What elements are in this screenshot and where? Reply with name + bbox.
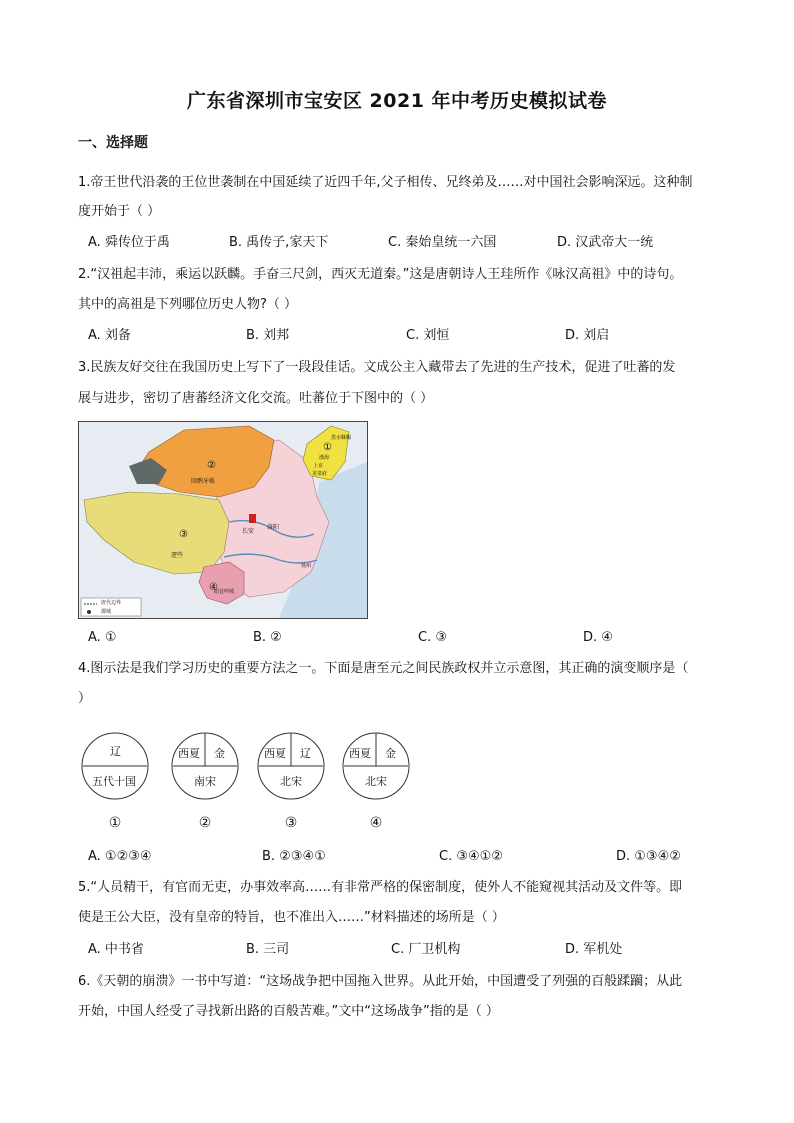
circle-1-five-dynasties: 五代十国 <box>92 775 136 788</box>
q4-option-c: C. ③④①② <box>439 849 503 864</box>
map-label-luoyang: 洛阳 <box>267 524 280 531</box>
q4-option-d: D. ①③④② <box>616 849 681 864</box>
circle-2-jin: 金 <box>214 747 225 760</box>
diagram-circle-2 <box>170 731 240 801</box>
q2-option-c: C. 刘恒 <box>406 328 450 343</box>
circle-4-northern-song: 北宋 <box>365 775 387 788</box>
tang-dynasty-map <box>78 421 368 619</box>
circle-4-number: ④ <box>369 815 383 831</box>
q2-option-d: D. 刘启 <box>565 328 610 343</box>
map-label-longquanfu: 龙泉府 <box>312 471 328 477</box>
question-2-text-cont: 其中的高祖是下列哪位历史人物?（ ） <box>78 297 298 312</box>
q3-option-d: D. ④ <box>583 630 613 645</box>
map-label-changan: 长安 <box>242 528 255 535</box>
question-3-text: 3.民族友好交往在我国历史上写下了一段段佳话。文成公主入藏带去了先进的生产技术，促进了吐蕃的发 <box>78 360 676 375</box>
map-label-uighur-tent: 回鹘牙帐 <box>191 478 216 485</box>
circle-1-liao: 辽 <box>110 745 121 758</box>
q2-option-a: A. 刘备 <box>88 328 131 343</box>
circle-3-northern-song: 北宋 <box>280 775 302 788</box>
question-2-text: 2.“汉祖起丰沛，乘运以跃麟。手奋三尺剑，西灭无道秦。”这是唐朝诗人王珪所作《咏汉高祖》中的诗句。 <box>78 267 683 282</box>
q3-option-c: C. ③ <box>418 630 447 645</box>
question-6-text-cont: 开始，中国人经受了寻找新出路的百般苦难。”文中“这场战争”指的是（ ） <box>78 1004 499 1019</box>
q3-option-b: B. ② <box>253 630 282 645</box>
map-label-yangzhou: 扬州 <box>301 563 312 569</box>
map-marker-1: ① <box>323 442 332 453</box>
q4-option-a: A. ①②③④ <box>88 849 152 864</box>
circle-2-number: ② <box>198 815 212 831</box>
question-1-text-cont: 度开始于（ ） <box>78 204 161 219</box>
q1-option-d: D. 汉武帝大一统 <box>557 235 654 250</box>
diagram-circle-3 <box>256 731 326 801</box>
q2-option-b: B. 刘邦 <box>246 328 290 343</box>
circle-4-jin: 金 <box>385 747 396 760</box>
circle-4-xixia: 西夏 <box>349 747 371 760</box>
circle-3-xixia: 西夏 <box>264 747 286 760</box>
map-label-shangjing: 上京 <box>313 463 324 469</box>
section-heading: 一、选择题 <box>78 135 148 151</box>
question-3-text-cont: 展与进步，密切了唐蕃经济文化交流。吐蕃位于下图中的（ ） <box>78 391 434 406</box>
circle-2-southern-song: 南宋 <box>194 775 216 788</box>
circle-3-number: ③ <box>284 815 298 831</box>
question-6-text: 6.《天朝的崩溃》一书中写道：“这场战争把中国拖入世界。从此开始，中国遭受了列强的百般蹂躏；从此 <box>78 974 683 989</box>
map-label-heishui: 黑水靺鞨 <box>331 435 352 441</box>
map-capital-marker <box>249 514 256 523</box>
question-5-text: 5.“人员精干，有官而无吏，办事效率高……有非常严格的保密制度，使外人不能窥视其活动及文件等。即 <box>78 880 683 895</box>
q3-option-a: A. ① <box>88 630 117 645</box>
question-1-text: 1.帝王世代沿袭的王位世袭制在中国延续了近四千年,父子相传、兄终弟及……对中国社会影响深远。这种制 <box>78 175 693 190</box>
map-marker-3: ③ <box>179 529 188 540</box>
question-4-text: 4.图示法是我们学习历史的重要方法之一。下面是唐至元之间民族政权并立示意图，其正确的演变顺序是（ <box>78 661 689 676</box>
diagram-circle-1 <box>80 731 150 801</box>
map-label-lhasa: 逻些 <box>171 552 184 559</box>
diagram-circle-4 <box>341 731 411 801</box>
q5-option-c: C. 厂卫机构 <box>391 942 461 957</box>
circle-2-xixia: 西夏 <box>178 747 200 760</box>
map-label-nanzhao-city: 阳苴咩城 <box>214 589 235 595</box>
q1-option-a: A. 舜传位于禹 <box>88 235 170 250</box>
q5-option-a: A. 中书省 <box>88 942 144 957</box>
map-legend-border: 唐代边界 <box>101 600 122 606</box>
circle-3-liao: 辽 <box>300 747 311 760</box>
circle-1-number: ① <box>108 815 122 831</box>
q1-option-b: B. 禹传子,家天下 <box>229 235 329 250</box>
q5-option-d: D. 军机处 <box>565 942 623 957</box>
question-5-text-cont: 使是王公大臣，没有皇帝的特旨，也不准出入……”材料描述的场所是（ ） <box>78 910 505 925</box>
map-legend-capital-dot <box>87 610 91 614</box>
q4-option-b: B. ②③④① <box>262 849 326 864</box>
map-label-bohai: 渤海 <box>319 455 330 461</box>
map-legend-capital: 都城 <box>101 609 112 615</box>
map-marker-2: ② <box>207 460 216 471</box>
q5-option-b: B. 三司 <box>246 942 290 957</box>
map-marker-4: ④ <box>209 582 218 593</box>
q1-option-c: C. 秦始皇统一六国 <box>388 235 497 250</box>
question-4-text-cont: ） <box>78 691 92 706</box>
page-title: 广东省深圳市宝安区 2021 年中考历史模拟试卷 <box>186 90 608 112</box>
